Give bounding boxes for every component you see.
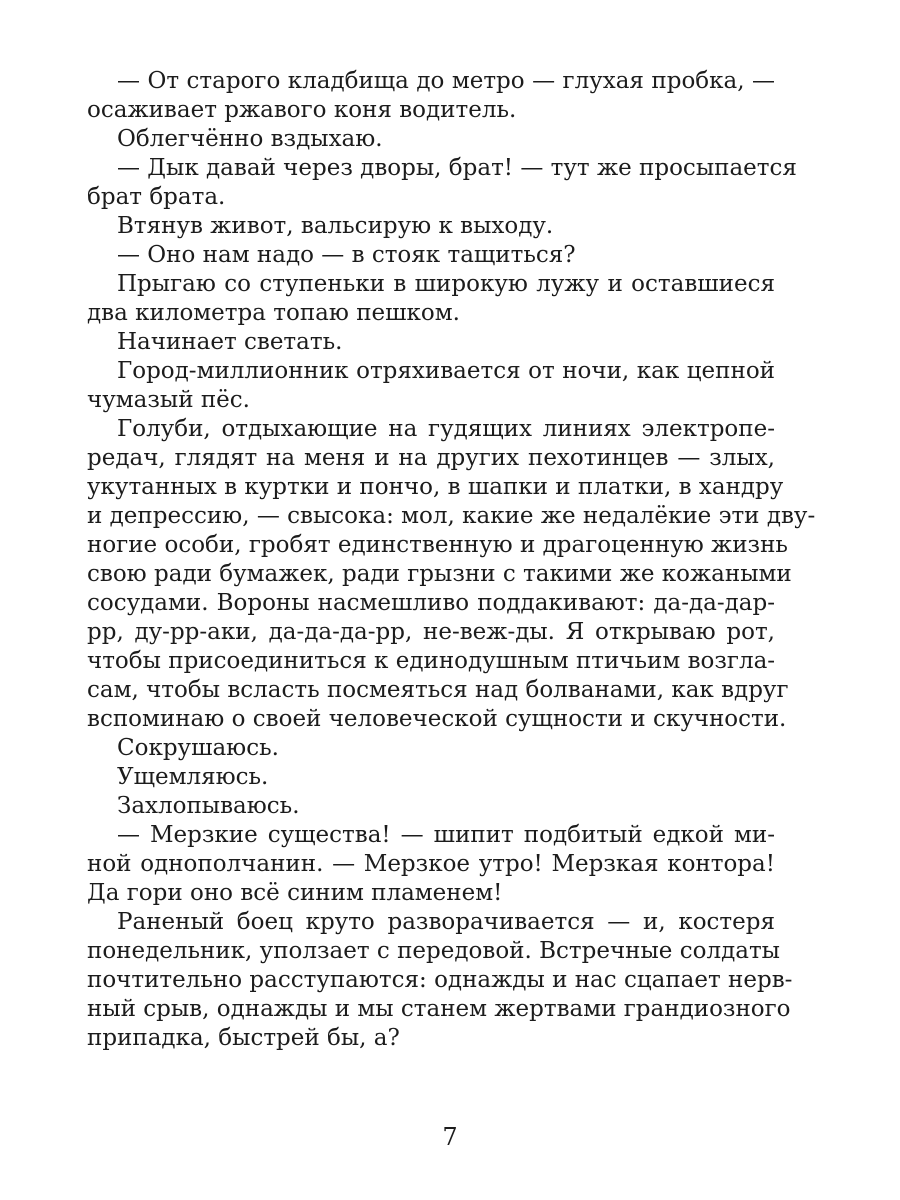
paragraph-line: сосудами. Вороны насмешливо поддакивают: да-да-дар- bbox=[87, 590, 775, 616]
paragraph-line: почтительно расступаются: однажды и нас сцапает нерв- bbox=[87, 967, 793, 993]
paragraph-first-line: Захлопываюсь. bbox=[117, 793, 300, 819]
paragraph-line: вспоминаю о своей человеческой сущности и скучности. bbox=[87, 706, 787, 732]
paragraph-line: припадка, быстрей бы, а? bbox=[87, 1025, 400, 1051]
page-number: 7 bbox=[442, 1123, 458, 1151]
paragraph-line: укутанных в куртки и пончо, в шапки и платки, в хандру bbox=[87, 474, 784, 500]
paragraph-line: сам, чтобы всласть посмеяться над болванами, как вдруг bbox=[87, 677, 789, 703]
paragraph-line: свою ради бумажек, ради грызни с такими же кожаными bbox=[87, 561, 792, 587]
paragraph-line: брат брата. bbox=[87, 184, 226, 210]
paragraph-line: редач, глядят на меня и на других пехотинцев — злых, bbox=[87, 445, 775, 471]
paragraph-line: чтобы присоединиться к единодушным птичьим возгла- bbox=[87, 648, 776, 674]
paragraph-first-line: Голуби, отдыхающие на гудящих линиях электропе- bbox=[117, 416, 775, 442]
paragraph-first-line: — Оно нам надо — в стояк тащиться? bbox=[117, 242, 576, 268]
paragraph-line: и депрессию, — свысока: мол, какие же недалёкие эти дву- bbox=[87, 503, 816, 529]
paragraph-first-line: Прыгаю со ступеньки в широкую лужу и оставшиеся bbox=[117, 271, 775, 297]
paragraph-first-line: — Дык давай через дворы, брат! — тут же просыпается bbox=[117, 155, 797, 181]
paragraph-line: два километра топаю пешком. bbox=[87, 300, 460, 326]
paragraph-line: ной однополчанин. — Мерзкое утро! Мерзкая контора! bbox=[87, 851, 775, 877]
paragraph-line: Да гори оно всё синим пламенем! bbox=[87, 880, 503, 906]
paragraph-line: рр, ду-рр-аки, да-да-да-рр, не-веж-ды. Я открываю рот, bbox=[87, 619, 775, 645]
paragraph-line: чумазый пёс. bbox=[87, 387, 250, 413]
paragraph-first-line: Начинает светать. bbox=[117, 329, 343, 355]
paragraph-first-line: Раненый боец круто разворачивается — и, костеря bbox=[117, 909, 775, 935]
paragraph-first-line: — Мерзкие существа! — шипит подбитый едкой ми- bbox=[117, 822, 775, 848]
paragraph-line: ногие особи, гробят единственную и драгоценную жизнь bbox=[87, 532, 788, 558]
paragraph-first-line: Сокрушаюсь. bbox=[117, 735, 279, 761]
paragraph-line: ный срыв, однажды и мы станем жертвами грандиозного bbox=[87, 996, 791, 1022]
paragraph-line: осаживает ржавого коня водитель. bbox=[87, 97, 517, 123]
paragraph-first-line: Город-миллионник отряхивается от ночи, как цепной bbox=[117, 358, 775, 384]
paragraph-first-line: Втянув живот, вальсирую к выходу. bbox=[117, 213, 554, 239]
body-text bbox=[87, 67, 816, 1053]
paragraph-line: понедельник, уползает с передовой. Встречные солдаты bbox=[87, 938, 780, 964]
paragraph-first-line: — От старого кладбища до метро — глухая пробка, — bbox=[117, 68, 775, 94]
paragraph-first-line: Ущемляюсь. bbox=[117, 764, 269, 790]
paragraph-first-line: Облегчённо вздыхаю. bbox=[117, 126, 383, 152]
